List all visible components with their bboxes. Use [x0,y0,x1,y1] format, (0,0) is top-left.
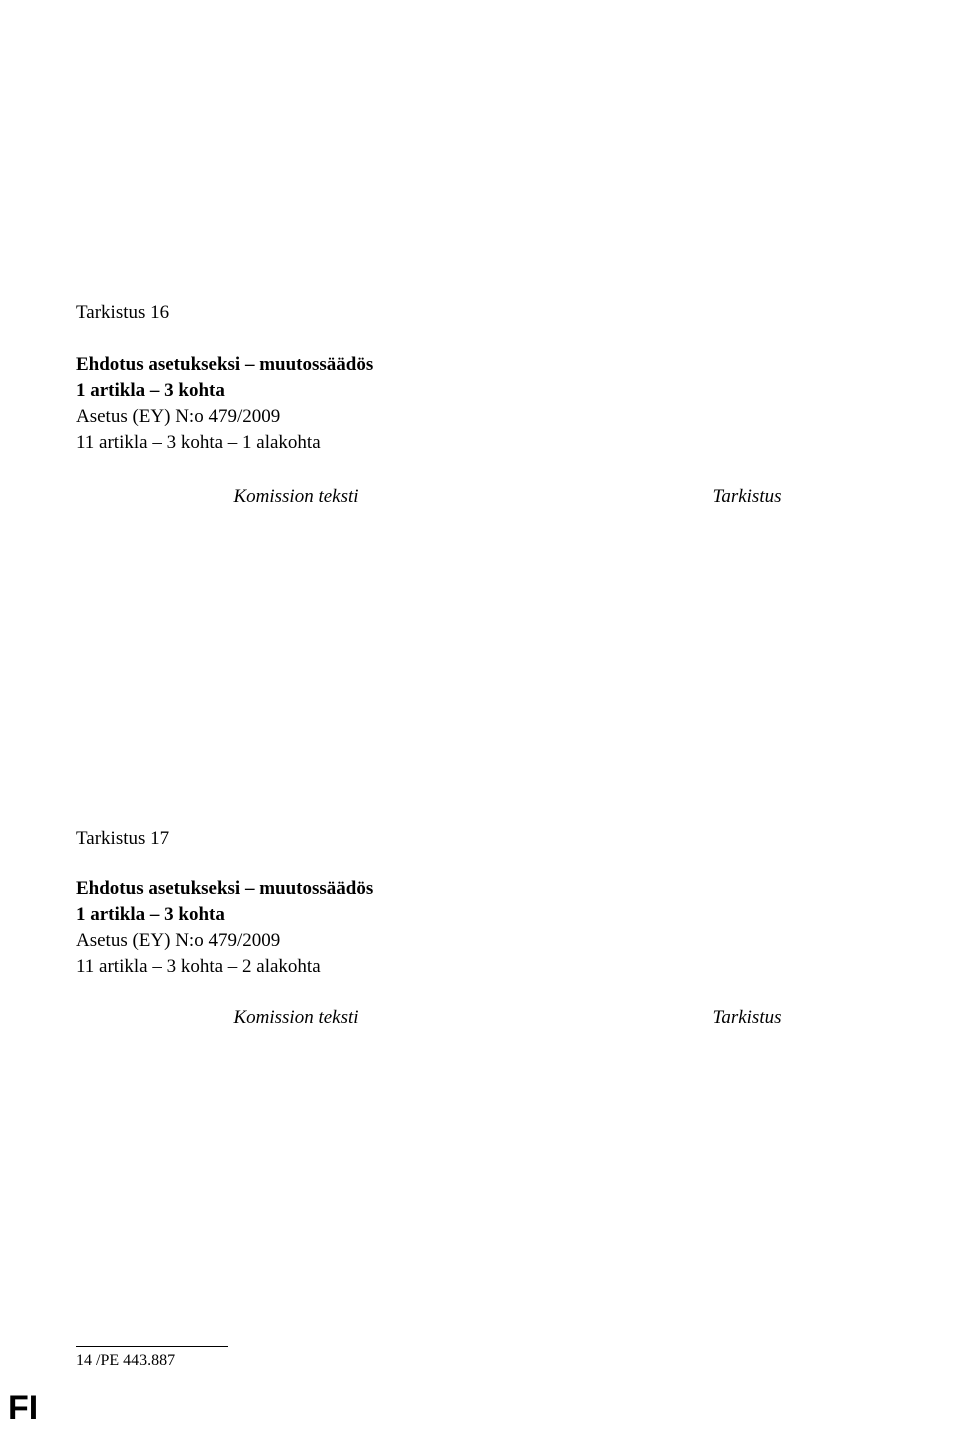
amendment-heading: 11 artikla – 3 kohta – 2 alakohta [76,956,321,977]
column-heading-right: Tarkistus [712,1007,782,1028]
column-heading-right: Tarkistus [712,486,782,507]
amendment-heading: Asetus (EY) N:o 479/2009 [76,930,281,951]
amendment-title: Tarkistus 17 [76,828,170,849]
amendment-title: Tarkistus 16 [76,302,170,323]
page-reference: 14 /PE 443.887 [76,1352,176,1369]
footer-divider [76,1346,228,1347]
top-list [547,2,947,14]
language-code: FI [8,1389,39,1427]
amendment-heading: 1 artikla – 3 kohta [76,380,225,401]
amendment-heading: Ehdotus asetukseksi – muutossäädös [76,878,374,899]
column-heading-left: Komission teksti [233,1007,359,1028]
amendment-heading: Asetus (EY) N:o 479/2009 [76,406,281,427]
column-heading-left: Komission teksti [233,486,359,507]
amendment-heading: 11 artikla – 3 kohta – 1 alakohta [76,432,321,453]
amendment-heading: 1 artikla – 3 kohta [76,904,225,925]
amendment-heading: Ehdotus asetukseksi – muutossäädös [76,354,374,375]
